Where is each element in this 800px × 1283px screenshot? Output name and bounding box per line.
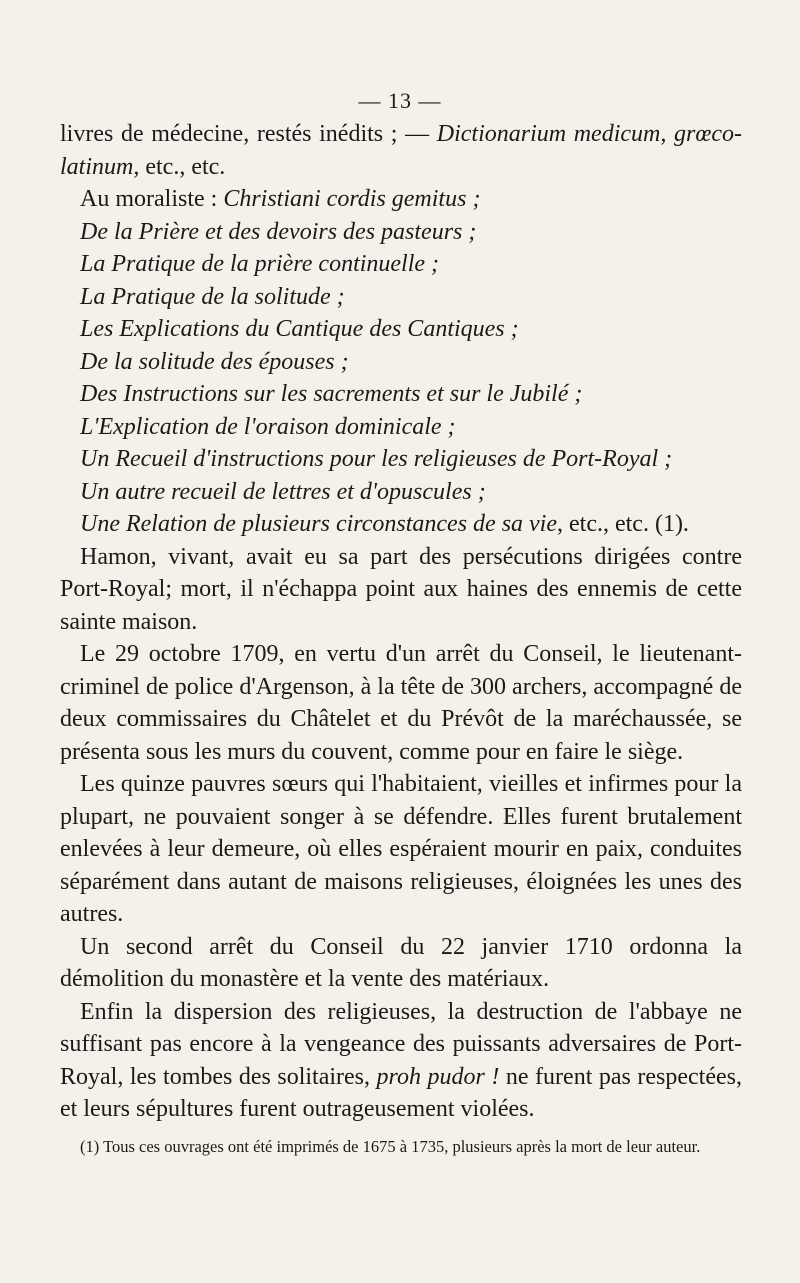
intro-title: Dictionarium medicum, grœco-latinum, bbox=[60, 121, 742, 180]
work-title: Un Recueil d'instructions pour les religieuses de Port-Royal ; bbox=[80, 446, 673, 472]
paragraph: Le 29 octobre 1709, en vertu d'un arrêt du Conseil, le lieutenant-criminel de police d'Argenson, à la tête de 300 archers, accompagné de deux commissaires du Châtelet et du Prévôt de la maréchaussée, se présenta sous les murs du couvent, comme pour en faire le siège. bbox=[60, 641, 742, 765]
footnote-text: (1) Tous ces ouvrages ont été imprimés de 1675 à 1735, plusieurs après la mort de leur auteur. bbox=[80, 1137, 701, 1156]
work-title: Des Instructions sur les sacrements et sur le Jubilé ; bbox=[80, 381, 583, 407]
final-before: Enfin la dispersion des religieuses, la destruction de l'abbaye ne suffisant pas encore à la vengeance des puissants adversaires de Port-Royal, les tombes des solitaires, bbox=[60, 998, 742, 1090]
intro-text: livres de médecine, restés inédits ; — bbox=[60, 121, 437, 147]
last-title-tail: , etc., etc. (1). bbox=[557, 511, 689, 537]
paragraph: Un second arrêt du Conseil du 22 janvier 1710 ordonna la démolition du monastère et la vente des matériaux. bbox=[60, 933, 742, 992]
paragraph: Hamon, vivant, avait eu sa part des persécutions dirigées contre Port-Royal; mort, il n'échappa point aux haines des ennemis de cette sainte maison. bbox=[60, 543, 742, 635]
intro-etc: etc., etc. bbox=[139, 153, 226, 180]
work-title: L'Explication de l'oraison dominicale ; bbox=[80, 413, 456, 440]
intro-paragraph bbox=[60, 118, 742, 183]
work-title: La Pratique de la solitude ; bbox=[80, 283, 345, 310]
work-title: La Pratique de la prière continuelle ; bbox=[80, 251, 440, 277]
final-after: ne furent pas respectées, et leurs sépultures furent outrageusement violées. bbox=[60, 1063, 742, 1122]
final-exclamation: proh pudor ! bbox=[376, 1063, 500, 1090]
moralist-label: Au moraliste : bbox=[80, 186, 224, 212]
moralist-first-title: Christiani cordis gemitus ; bbox=[223, 186, 481, 212]
work-title: Un autre recueil de lettres et d'opuscules ; bbox=[80, 478, 486, 505]
last-title: Une Relation de plusieurs circonstances de sa vie bbox=[80, 511, 557, 537]
work-title: De la Prière et des devoirs des pasteurs ; bbox=[80, 218, 477, 245]
main-text bbox=[60, 118, 742, 1126]
paragraph-final bbox=[60, 996, 742, 1126]
moralist-line bbox=[60, 183, 742, 216]
footnote bbox=[60, 1135, 742, 1158]
work-title: De la solitude des épouses ; bbox=[80, 348, 349, 375]
work-title-last bbox=[60, 508, 742, 541]
paragraph: Les quinze pauvres sœurs qui l'habitaient, vieilles et infirmes pour la plupart, ne pouvaient songer à se défendre. Elles furent brutalement enlevées à leur demeure, où elles espéraient mourir en paix, conduites séparément dans autant de maisons religieuses, éloignées les unes des autres. bbox=[60, 771, 742, 927]
work-title: Les Explications du Cantique des Cantiques ; bbox=[80, 316, 519, 342]
page-number: — 13 — bbox=[358, 88, 442, 113]
